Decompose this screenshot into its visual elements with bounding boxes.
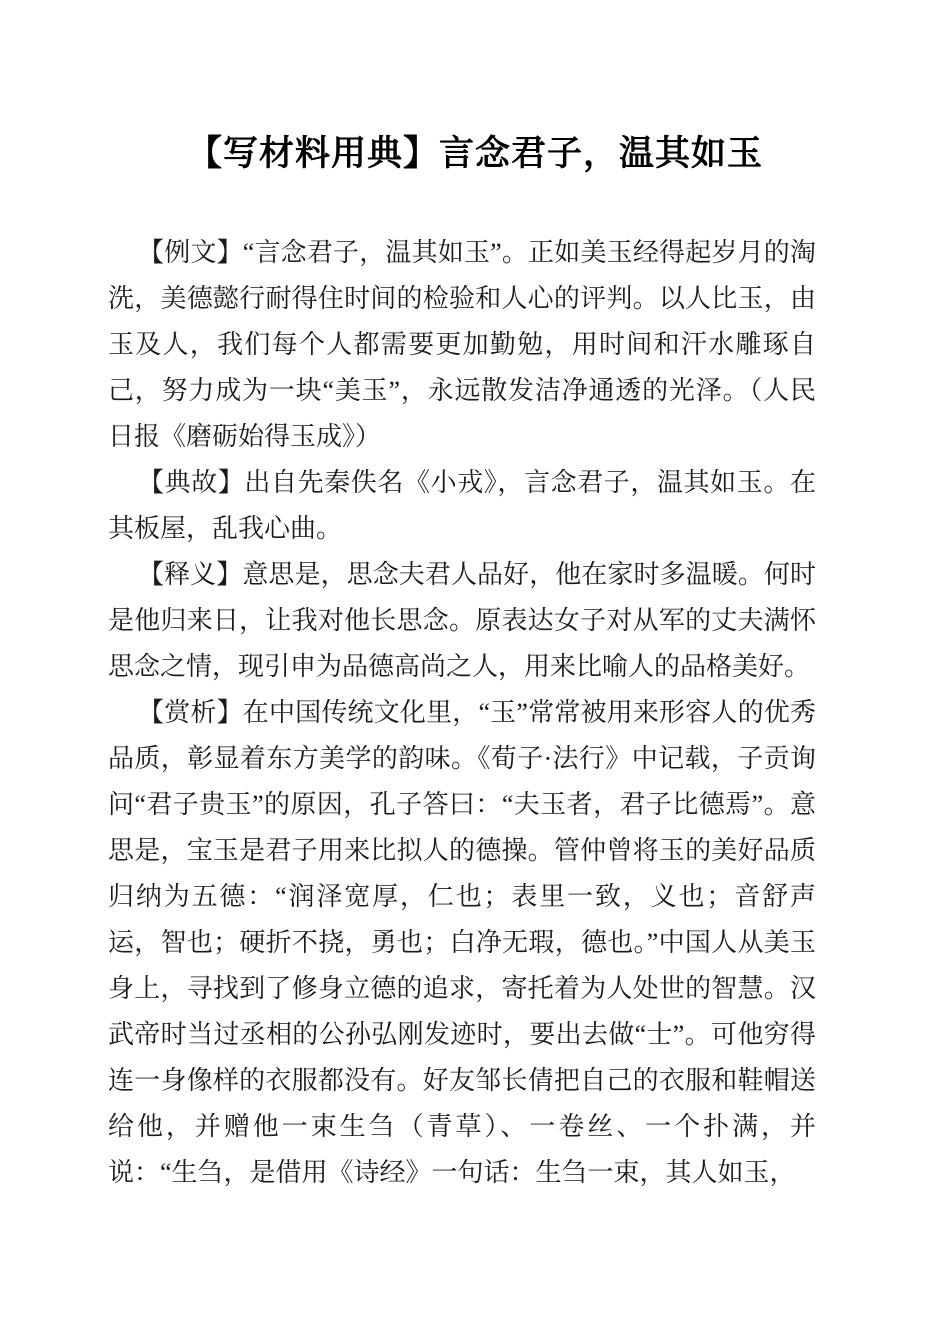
paragraph-label: 【例文】 xyxy=(138,238,243,267)
paragraph-text: 在中国传统文化里，“玉”常常被用来形容人的优秀品质，彰显着东方美学的韵味。《荀子·法行》中记载，子贡询问“君子贵玉”的原因，孔子答曰：“夫玉者，君子比德焉”。意思是，宝玉是君子用来比拟人的德操。管仲曾将玉的美好品质归纳为五德：“润泽宽厚，仁也；表里一致，义也；音舒声运，智也；硬折不挠，勇也；白净无瑕，德也。”中国人从美玉身上，寻找到了修身立德的追求，寄托着为人处世的智慧。汉武帝时当过丞相的公孙弘刚发迹时，要出去做“士”。可他穷得连一身像样的衣服都没有。好友邹长倩把自己的衣服和鞋帽送给他，并赠他一束生刍（青草）、一卷丝、一个扑满，并说：“生刍，是借用《诗经》一句话：生刍一束，其人如玉， xyxy=(108,698,816,1187)
paragraph-label: 【赏析】 xyxy=(138,698,243,727)
document-body xyxy=(108,230,816,1196)
document-title: 【写材料用典】言念君子，温其如玉 xyxy=(186,134,763,173)
paragraph-text: 意思是，思念夫君人品好，他在家时多温暖。何时是他归来日，让我对他长思念。原表达女子对从军的丈夫满怀思念之情，现引申为品德高尚之人，用来比喻人的品格美好。 xyxy=(108,560,816,681)
paragraph xyxy=(108,460,816,552)
paragraph-text: “言念君子，温其如玉”。正如美玉经得起岁月的淘洗，美德懿行耐得住时间的检验和人心的评判。以人比玉，由玉及人，我们每个人都需要更加勤勉，用时间和汗水雕琢自己，努力成为一块“美玉”，永远散发洁净通透的光泽。（人民日报《磨砺始得玉成》） xyxy=(108,238,816,451)
paragraph xyxy=(108,552,816,690)
paragraph xyxy=(108,690,816,1196)
paragraph-label: 【典故】 xyxy=(138,468,245,497)
paragraph-label: 【释义】 xyxy=(138,560,243,589)
paragraph-text: 出自先秦佚名《小戎》，言念君子，温其如玉。在其板屋，乱我心曲。 xyxy=(108,468,816,543)
paragraph xyxy=(108,230,816,460)
